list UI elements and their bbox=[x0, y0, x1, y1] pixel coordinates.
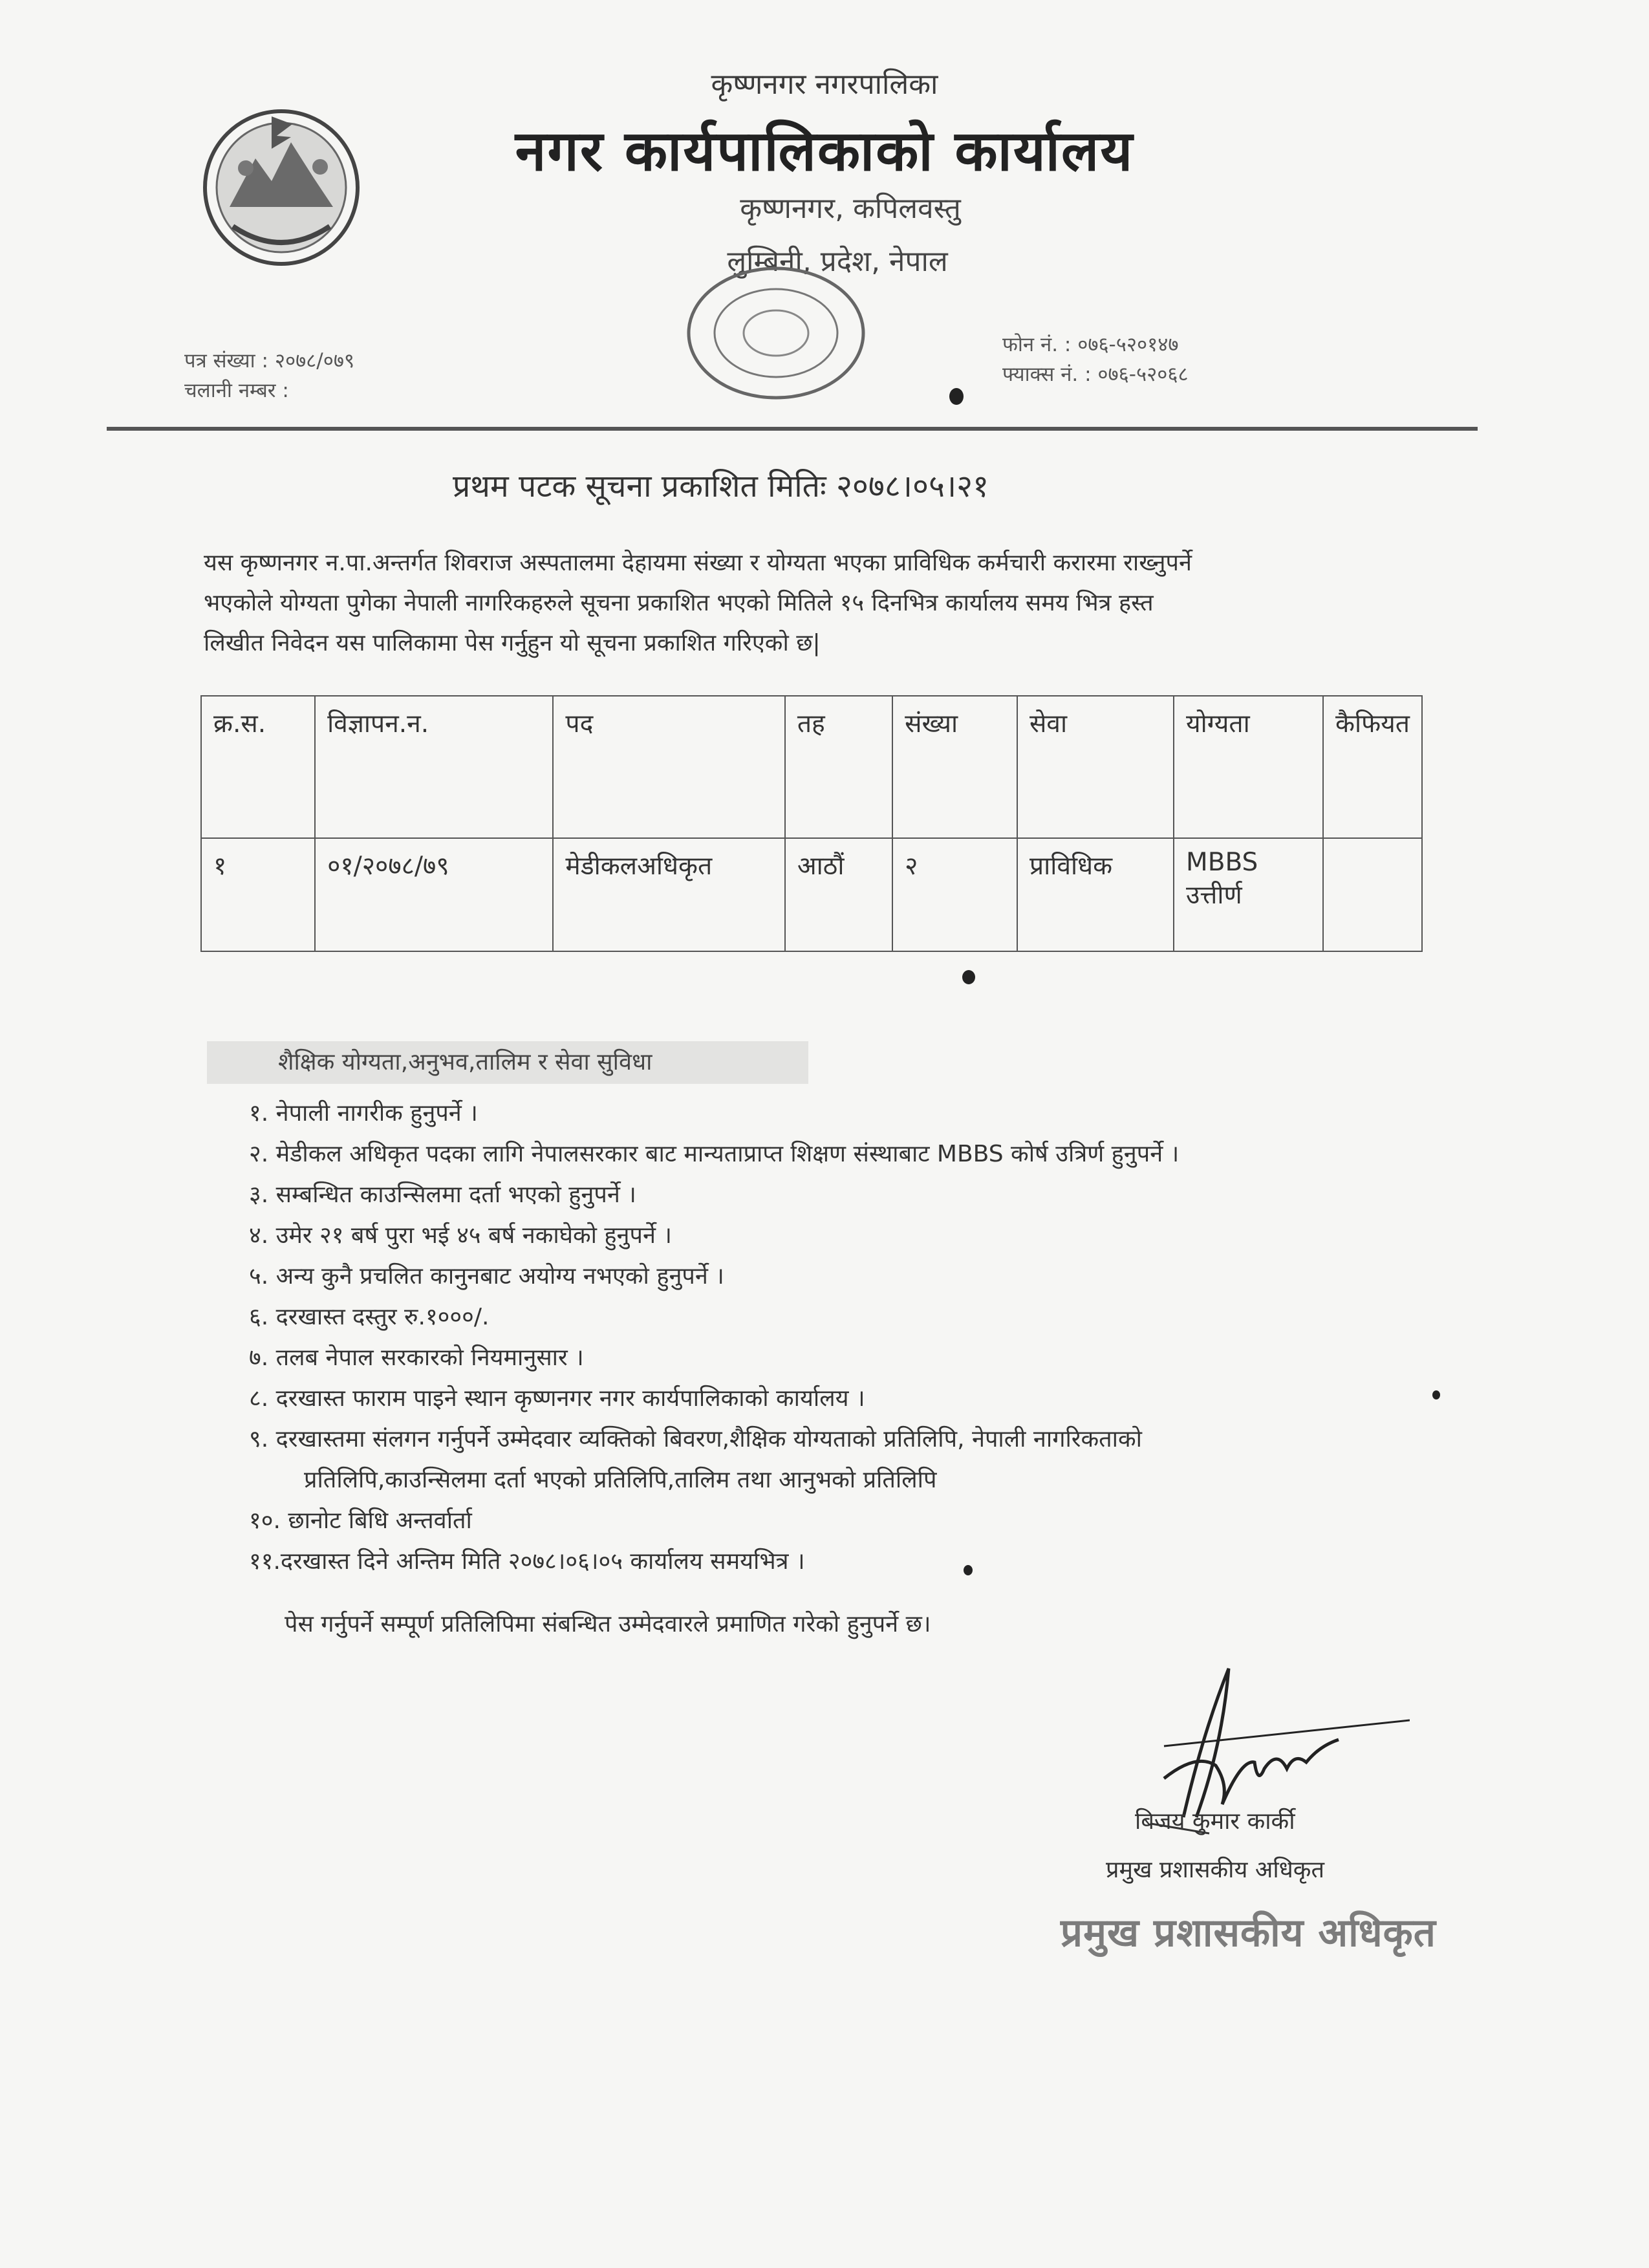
cell-qualification: MBBS उत्तीर्ण bbox=[1174, 838, 1323, 951]
letter-meta bbox=[184, 346, 354, 405]
list-item: २. मेडीकल अधिकृत पदका लागि नेपालसरकार बाट मान्यताप्राप्त शिक्षण संस्थाबाट MBBS कोर्ष उत्रिर्ण हुनुपर्ने । bbox=[249, 1141, 1180, 1167]
list-item: ६. दरखास्त दस्तुर रु.१०००/. bbox=[249, 1304, 490, 1330]
col-post: पद bbox=[553, 696, 784, 838]
col-count: संख्या bbox=[892, 696, 1017, 838]
list-item: ११.दरखास्त दिने अन्तिम मिति २०७८।०६।०५ कार्यालय समयभित्र । bbox=[249, 1548, 805, 1575]
cell-advert-no: ०१/२०७८/७९ bbox=[315, 838, 553, 951]
cell-serial: १ bbox=[201, 838, 315, 951]
municipality-name: कृष्णनगर नगरपालिका bbox=[711, 68, 938, 101]
list-item: ९. दरखास्तमा संलगन गर्नुपर्ने उम्मेदवार व्यक्तिको बिवरण,शैक्षिक योग्यताको प्रतिलिपि, नेपाली नागरिकताको bbox=[249, 1426, 1142, 1453]
col-service: सेवा bbox=[1017, 696, 1174, 838]
letter-number: पत्र संख्या : २०७८/०७९ bbox=[184, 349, 355, 373]
vacancy-table bbox=[200, 695, 1423, 952]
paragraph-line: लिखीत निवेदन यस पालिकामा पेस गर्नुहुन यो सूचना प्रकाशित गरिएको छ| bbox=[204, 630, 821, 656]
address-line-1: कृष्णनगर, कपिलवस्तु bbox=[740, 192, 961, 225]
requirements-title: शैक्षिक योग्यता,अनुभव,तालिम र सेवा सुविधा bbox=[207, 1041, 808, 1084]
designation-seal: प्रमुख प्रशासकीय अधिकृत bbox=[1061, 1910, 1436, 1956]
list-item: ५. अन्य कुनै प्रचलित कानुनबाट अयोग्य नभएको हुनुपर्ने । bbox=[249, 1263, 724, 1290]
list-item: ३. सम्बन्धित काउन्सिलमा दर्ता भएको हुनुपर्ने । bbox=[249, 1182, 636, 1208]
col-level: तह bbox=[785, 696, 892, 838]
phone-number: फोन नं. : ०७६-५२०१४७ bbox=[1002, 333, 1179, 356]
header-divider bbox=[107, 427, 1478, 431]
notice-paragraph bbox=[204, 543, 1419, 664]
list-item: ७. तलब नेपाल सरकारको नियमानुसार । bbox=[249, 1345, 584, 1371]
cell-count: २ bbox=[892, 838, 1017, 951]
list-item: १०. छानोट बिधि अन्तर्वार्ता bbox=[249, 1507, 472, 1534]
cell-remarks bbox=[1323, 838, 1422, 951]
signatory-title: प्रमुख प्रशासकीय अधिकृत bbox=[1106, 1857, 1324, 1883]
requirements-list bbox=[249, 1093, 1478, 1582]
list-item: प्रतिलिपि,काउन्सिलमा दर्ता भएको प्रतिलिपि,तालिम तथा आनुभको प्रतिलिपि bbox=[304, 1467, 937, 1493]
signatory-name: बिजय कुमार कार्की bbox=[1135, 1808, 1295, 1835]
col-remarks: कैफियत bbox=[1323, 696, 1422, 838]
table-header-row bbox=[201, 696, 1422, 838]
cell-post: मेडीकलअधिकृत bbox=[553, 838, 784, 951]
cell-level: आठौं bbox=[785, 838, 892, 951]
paragraph-line: यस कृष्णनगर न.पा.अन्तर्गत शिवराज अस्पतालमा देहायमा संख्या र योग्यता भएका प्राविधिक कर्मचारी करारमा राख्नुपर्ने bbox=[204, 550, 1192, 576]
table-row bbox=[201, 838, 1422, 951]
closing-note: पेस गर्नुपर्ने सम्पूर्ण प्रतिलिपिमा संबन्धित उम्मेदवारले प्रमाणित गरेको हुनुपर्ने छ। bbox=[285, 1611, 931, 1637]
office-title: नगर कार्यपालिकाको कार्यालय bbox=[515, 119, 1134, 184]
fax-number: फ्याक्स नं. : ०७६-५२०६८ bbox=[1002, 363, 1189, 386]
list-item: ८. दरखास्त फाराम पाइने स्थान कृष्णनगर नगर कार्यपालिकाको कार्यालय । bbox=[249, 1385, 865, 1412]
list-item: १. नेपाली नागरीक हुनुपर्ने । bbox=[249, 1100, 478, 1127]
col-advert-no: विज्ञापन.न. bbox=[315, 696, 553, 838]
scan-speck bbox=[1432, 1390, 1440, 1399]
col-serial: क्र.स. bbox=[201, 696, 315, 838]
cell-service: प्राविधिक bbox=[1017, 838, 1174, 951]
col-qualification: योग्यता bbox=[1174, 696, 1323, 838]
scan-speck bbox=[949, 388, 964, 405]
notice-date: प्रथम पटक सूचना प्रकाशित मितिः २०७८।०५।२१ bbox=[453, 468, 989, 504]
paragraph-line: भएकोले योग्यता पुगेका नेपाली नागरिकहरुले सूचना प्रकाशित भएको मितिले १५ दिनभित्र कार्यालय समय भित्र हस्त bbox=[204, 590, 1154, 616]
scan-speck bbox=[964, 1565, 973, 1575]
list-item: ४. उमेर २१ बर्ष पुरा भई ४५ बर्ष नकाघेको हुनुपर्ने । bbox=[249, 1222, 673, 1249]
dispatch-number: चलानी नम्बर : bbox=[184, 379, 289, 402]
office-stamp bbox=[679, 259, 873, 407]
address-line-2: लुम्बिनी, प्रदेश, नेपाल bbox=[727, 245, 948, 278]
scan-speck bbox=[962, 970, 975, 984]
contact-meta bbox=[1002, 330, 1189, 389]
